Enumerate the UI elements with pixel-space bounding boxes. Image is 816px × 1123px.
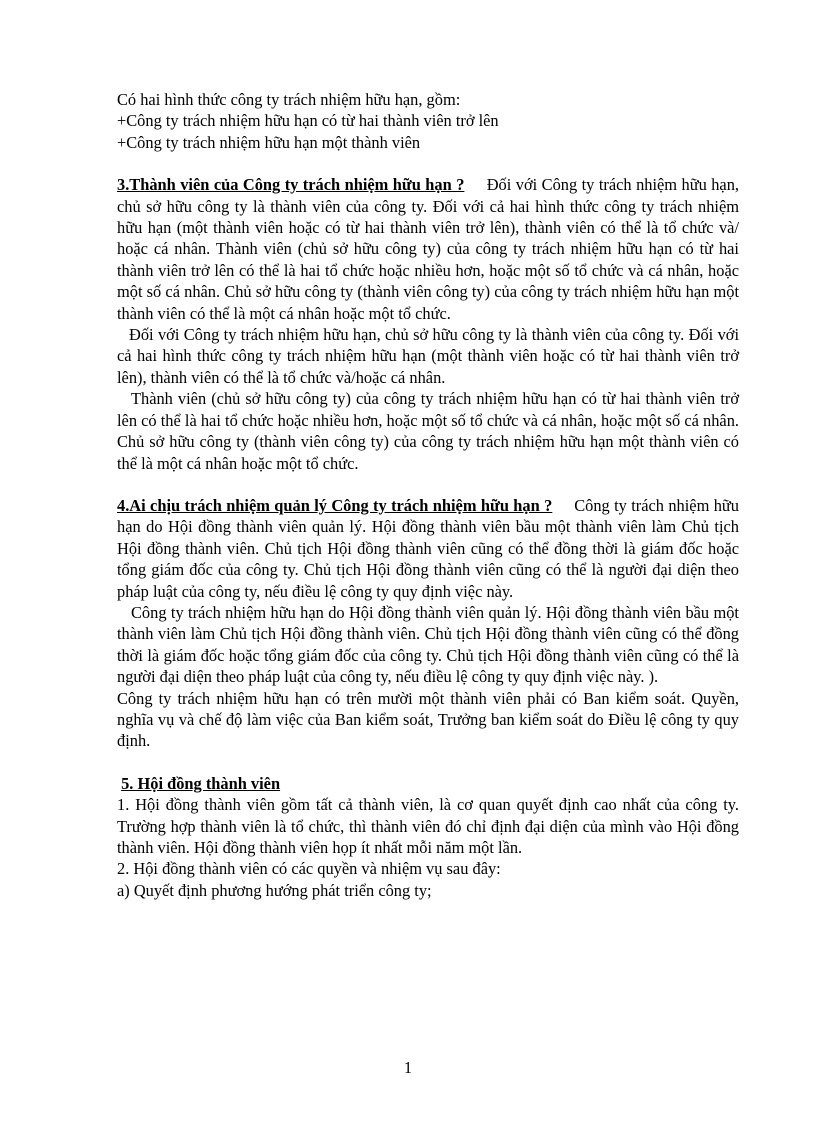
section-3 <box>117 174 739 474</box>
section-3-paragraph: Đối với Công ty trách nhiệm hữu hạn, chủ sở hữu công ty là thành viên của công ty. Đối với cả hai hình thức công ty trách nhiệm hữu hạn (một thành viên hoặc có từ hai thành viên trở lên), thành viên có thể là tổ chức và/hoặc cá nhân. <box>117 325 739 387</box>
intro-list-item: +Công ty trách nhiệm hữu hạn một thành viên <box>117 132 421 152</box>
section-5 <box>117 773 739 901</box>
section-4-paragraph: Công ty trách nhiệm hữu hạn do Hội đồng thành viên quản lý. Hội đồng thành viên bầu một thành viên làm Chủ tịch Hội đồng thành viên. Chủ tịch Hội đồng thành viên cũng có thể đồng thời là giám đốc hoặc tổng giám đốc của công ty. Chủ tịch Hội đồng thành viên cũng có thể là người đại diện theo pháp luật của công ty, nếu điều lệ công ty quy định việc này. ). <box>117 602 739 687</box>
section-3-paragraph <box>117 174 739 324</box>
section-4-paragraph <box>117 495 739 602</box>
section-5-paragraph: 2. Hội đồng thành viên có các quyền và nhiệm vụ sau đây: <box>117 859 501 879</box>
section-5-paragraph: 1. Hội đồng thành viên gồm tất cả thành viên, là cơ quan quyết định cao nhất của công ty. Trường hợp thành viên là tổ chức, thì thành viên đó chỉ định đại diện của mình vào Hội đồng thành viên. Hội đồng thành viên họp ít nhất mỗi năm một lần. <box>117 795 739 857</box>
section-3-paragraph: Thành viên (chủ sở hữu công ty) của công ty trách nhiệm hữu hạn có từ hai thành viên trở lên có thể là hai tổ chức hoặc nhiều hơn, hoặc một số tổ chức và cá nhân, hoặc một số cá nhân. Chủ sở hữu công ty (thành viên công ty) của công ty trách nhiệm hữu hạn một thành viên có thể là một cá nhân hoặc một tổ chức. <box>117 389 739 473</box>
section-4-text: Công ty trách nhiệm hữu hạn do Hội đồng thành viên quản lý. Hội đồng thành viên bầu một thành viên làm Chủ tịch Hội đồng thành viên. Chủ tịch Hội đồng thành viên cũng có thể đồng thời là giám đốc hoặc tổng giám đốc của công ty. Chủ tịch Hội đồng thành viên cũng có thể là người đại diện theo pháp luật của công ty, nếu điều lệ công ty quy định việc này. <box>117 495 739 601</box>
intro-block <box>117 89 739 153</box>
page-content <box>117 89 739 901</box>
page-number: 1 <box>403 1058 413 1077</box>
section-3-text: Đối với Công ty trách nhiệm hữu hạn, chủ sở hữu công ty là thành viên của công ty. Đối với cả hai hình thức công ty trách nhiệm hữu hạn (một thành viên hoặc có từ hai thành viên trở lên), thành viên có thể là tổ chức và/ hoặc cá nhân. Thành viên (chủ sở hữu công ty) của công ty trách nhiệm hữu hạn có từ hai thành viên trở lên có thể là hai tổ chức hoặc nhiều hơn, hoặc một số tổ chức và cá nhân, hoặc một số cá nhân. Chủ sở hữu công ty (thành viên công ty) của công ty trách nhiệm hữu hạn một thành viên có thể là một cá nhân hoặc một tổ chức. <box>117 175 739 323</box>
section-4-heading: 4.Ai chịu trách nhiệm quản lý Công ty trách nhiệm hữu hạn ? <box>117 495 553 515</box>
section-4 <box>117 495 739 752</box>
section-5-paragraph: a) Quyết định phương hướng phát triển công ty; <box>117 880 432 900</box>
intro-line: Có hai hình thức công ty trách nhiệm hữu hạn, gồm: <box>117 90 461 109</box>
intro-list-item: +Công ty trách nhiệm hữu hạn có từ hai thành viên trở lên <box>117 111 499 131</box>
section-4-paragraph: Công ty trách nhiệm hữu hạn có trên mười một thành viên phải có Ban kiểm soát. Quyền, nghĩa vụ và chế độ làm việc của Ban kiểm soát, Trưởng ban kiểm soát do Điều lệ công ty quy định. <box>117 688 739 751</box>
section-5-heading: 5. Hội đồng thành viên <box>121 773 281 793</box>
section-5-heading-line <box>117 773 739 794</box>
section-3-heading: 3.Thành viên của Công ty trách nhiệm hữu hạn ? <box>117 175 465 195</box>
